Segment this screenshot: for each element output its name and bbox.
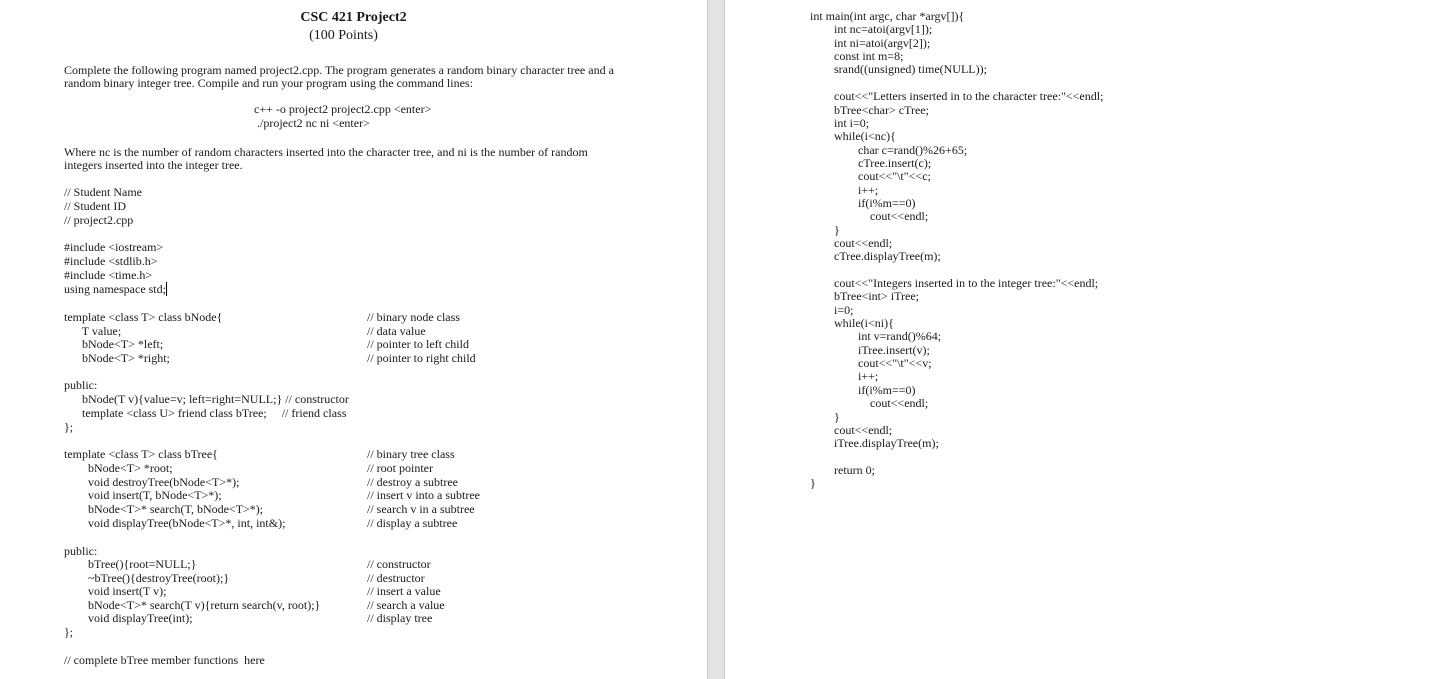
code-line: void displayTree(int); xyxy=(64,611,193,625)
main-code-line: } xyxy=(810,476,816,491)
code-comment: // root pointer xyxy=(367,461,433,475)
code-line: bNode(T v){value=v; left=right=NULL;} // constructor xyxy=(64,392,349,406)
document-title: CSC 421 Project2 xyxy=(300,10,407,25)
main-code-line: bTree<char> cTree; xyxy=(810,102,929,117)
code-line: bNode<T>* search(T v){return search(v, root);} xyxy=(64,598,321,612)
main-code-line: srand((unsigned) time(NULL)); xyxy=(810,62,987,77)
comment-student-name: // Student Name xyxy=(64,185,142,199)
code-line: bNode<T> *right; xyxy=(64,351,170,365)
code-comment: // binary tree class xyxy=(367,447,455,461)
main-code-line: i=0; xyxy=(810,302,854,317)
code-line: template <class T> class bNode{ xyxy=(64,310,223,324)
code-line: bNode<T> *left; xyxy=(64,337,164,351)
code-line: void displayTree(bNode<T>*, int, int&); xyxy=(64,516,286,530)
main-code-line: cout<<"Letters inserted in to the character tree:"<<endl; xyxy=(810,89,1104,104)
code-line: T value; xyxy=(64,324,122,338)
main-code-line: while(i<nc){ xyxy=(810,129,896,144)
main-code-line: } xyxy=(810,222,840,237)
main-code-line: int ni=atoi(argv[2]); xyxy=(810,35,931,50)
main-code-line: char c=rand()%26+65; xyxy=(810,142,968,157)
run-command: ./project2 nc ni <enter> xyxy=(257,116,370,130)
main-code-line: return 0; xyxy=(810,462,875,477)
footer-comment: // complete bTree member functions here xyxy=(64,653,265,667)
document-subtitle: (100 Points) xyxy=(309,28,378,43)
code-line: bNode<T>* search(T, bNode<T>*); xyxy=(64,502,264,516)
main-code-line: cout<<endl; xyxy=(810,209,929,224)
code-line: ~bTree(){destroyTree(root);} xyxy=(64,571,230,585)
compile-command: c++ -o project2 project2.cpp <enter> xyxy=(254,102,432,116)
code-line: public: xyxy=(64,378,98,392)
main-code-line: cout<<"\t"<<c; xyxy=(810,169,931,184)
code-line: }; xyxy=(64,420,74,434)
include-line: #include <iostream> xyxy=(64,240,164,254)
code-comment: // constructor xyxy=(367,557,431,571)
text-cursor xyxy=(166,282,167,296)
document-page-left xyxy=(0,0,707,679)
main-code-line: int v=rand()%64; xyxy=(810,329,942,344)
code-comment: // search a value xyxy=(367,598,445,612)
main-code-line: i++; xyxy=(810,369,879,384)
code-line: template <class U> friend class bTree; // friend class xyxy=(64,406,347,420)
main-code-line: while(i<ni){ xyxy=(810,316,894,331)
using-namespace-line xyxy=(64,283,167,296)
code-line: }; xyxy=(64,625,74,639)
intro-paragraph: Complete the following program named project2.cpp. The program generates a random binary character tree and a random binary integer tree. Compile and run your program using the command lines: xyxy=(64,63,614,90)
main-code-line: cout<<"Integers inserted in to the integer tree:"<<endl; xyxy=(810,276,1099,290)
code-line: template <class T> class bTree{ xyxy=(64,447,218,461)
code-comment: // display tree xyxy=(367,611,433,625)
include-line: #include <stdlib.h> xyxy=(64,254,158,268)
code-line: bNode<T> *root; xyxy=(64,461,173,475)
code-line: void insert(T v); xyxy=(64,584,167,598)
code-comment: // destructor xyxy=(367,571,425,585)
main-code-line: cout<<endl; xyxy=(810,396,929,411)
comment-student-id: // Student ID xyxy=(64,199,126,213)
main-code-line: cout<<endl; xyxy=(810,235,893,250)
where-paragraph: Where nc is the number of random characters inserted into the character tree, and ni is the number of random integers inserted into the integer tree. xyxy=(64,145,588,172)
include-line: #include <time.h> xyxy=(64,268,153,282)
code-comment: // insert v into a subtree xyxy=(367,488,480,502)
code-comment: // search v in a subtree xyxy=(367,502,475,516)
main-code-line: int main(int argc, char *argv[]){ xyxy=(810,9,965,23)
comment-filename: // project2.cpp xyxy=(64,213,134,227)
code-comment: // destroy a subtree xyxy=(367,475,458,489)
code-line: void insert(T, bNode<T>*); xyxy=(64,488,222,502)
main-code-line: iTree.insert(v); xyxy=(810,342,930,357)
code-comment: // pointer to left child xyxy=(367,337,469,351)
main-code-line: cout<<"\t"<<v; xyxy=(810,356,932,371)
main-code-line: const int m=8; xyxy=(810,49,904,63)
main-code-line: int i=0; xyxy=(810,115,870,130)
main-code-line: int nc=atoi(argv[1]); xyxy=(810,22,933,37)
code-line: public: xyxy=(64,544,98,558)
main-code-line: if(i%m==0) xyxy=(810,195,916,210)
main-code-line: iTree.displayTree(m); xyxy=(810,436,939,451)
code-comment: // data value xyxy=(367,324,426,338)
main-code-line: cTree.insert(c); xyxy=(810,155,932,170)
main-code-line: cout<<endl; xyxy=(810,422,893,437)
document-page-right xyxy=(725,0,1449,679)
code-line: bTree(){root=NULL;} xyxy=(64,557,197,571)
code-comment: // insert a value xyxy=(367,584,441,598)
main-code-line: if(i%m==0) xyxy=(810,382,916,397)
main-code-line: bTree<int> iTree; xyxy=(810,289,919,304)
code-comment: // display a subtree xyxy=(367,516,458,530)
using-namespace-text: using namespace std; xyxy=(64,282,166,296)
main-code-line: i++; xyxy=(810,182,879,197)
main-code-line: cTree.displayTree(m); xyxy=(810,249,941,264)
page-gutter xyxy=(707,0,725,679)
code-comment: // binary node class xyxy=(367,310,460,324)
code-line: void destroyTree(bNode<T>*); xyxy=(64,475,240,489)
code-comment: // pointer to right child xyxy=(367,351,476,365)
main-code-line: } xyxy=(810,409,840,424)
